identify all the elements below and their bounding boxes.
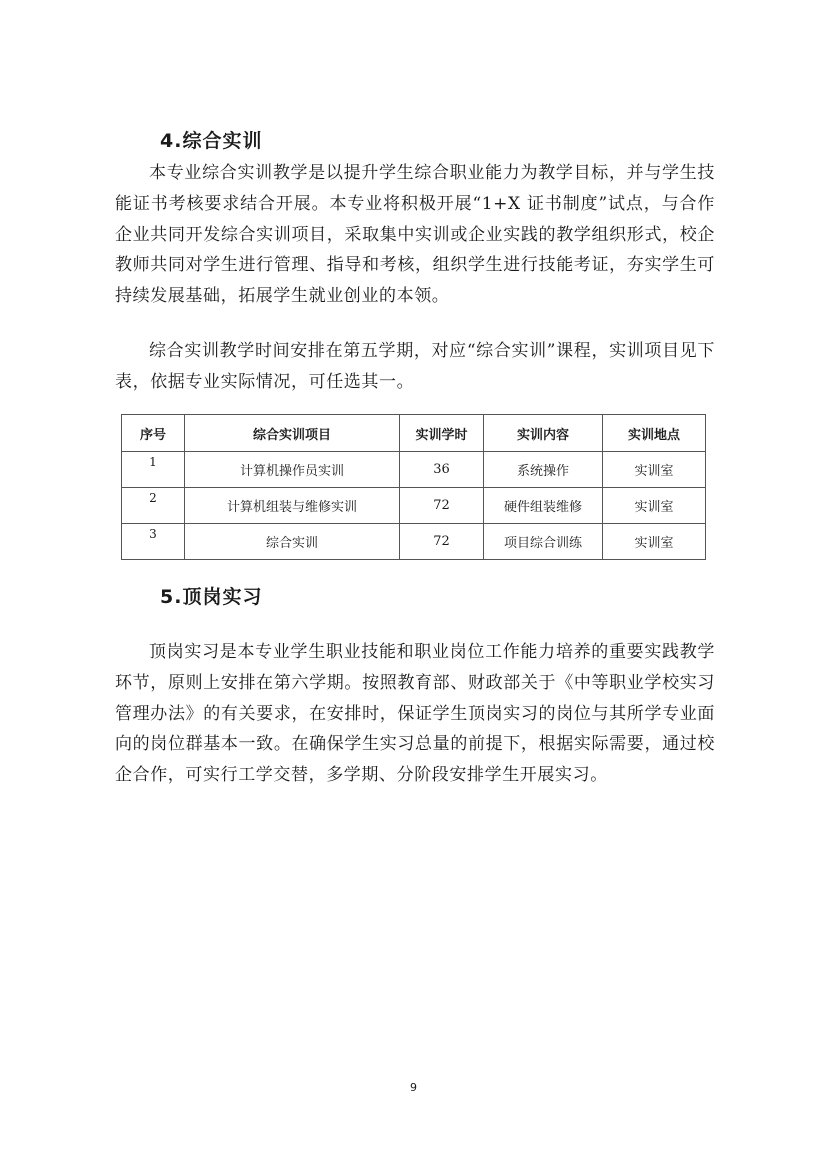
page-number: 9: [410, 1081, 417, 1094]
header-project: 综合实训项目: [185, 415, 400, 452]
cell-content: 硬件组装维修: [484, 488, 603, 524]
table-row: [122, 524, 706, 560]
header-content: 实训内容: [484, 415, 603, 452]
cell-hours: 36: [400, 452, 484, 488]
cell-project: 综合实训: [185, 524, 400, 560]
cell-project: 计算机操作员实训: [185, 452, 400, 488]
section-5-paragraph-1: 顶岗实习是本专业学生职业技能和职业岗位工作能力培养的重要实践教学环节，原则上安排在第六学期。按照教育部、财政部关于《中等职业学校实习管理办法》的有关要求，在安排时，保证学生顶岗实习的岗位与其所学专业面向的岗位群基本一致。在确保学生实习总量的前提下，根据实际需要，通过校企合作，可实行工学交替，多学期、分阶段安排学生开展实习。: [115, 642, 715, 786]
cell-index: 2: [122, 488, 185, 524]
cell-content: 系统操作: [484, 452, 603, 488]
table-row: [122, 488, 706, 524]
cell-index: 1: [122, 452, 185, 488]
training-table: [121, 414, 706, 560]
table-row: [122, 452, 706, 488]
section-4-title: 4.综合实训: [160, 130, 263, 152]
header-hours: 实训学时: [400, 415, 484, 452]
header-location: 实训地点: [603, 415, 706, 452]
cell-location: 实训室: [603, 524, 706, 560]
cell-hours: 72: [400, 524, 484, 560]
cell-index: 3: [122, 524, 185, 560]
section-5-title: 5.顶岗实习: [160, 586, 263, 608]
section-4-paragraph-1: 本专业综合实训教学是以提升学生综合职业能力为教学目标，并与学生技能证书考核要求结合开展。本专业将积极开展“1+X 证书制度”试点，与合作企业共同开发综合实训项目，采取集中实训或企业实践的教学组织形式，校企教师共同对学生进行管理、指导和考核，组织学生进行技能考证，夯实学生可持续发展基础，拓展学生就业创业的本领。: [115, 163, 715, 307]
table-header-row: [122, 415, 706, 452]
cell-project: 计算机组装与维修实训: [185, 488, 400, 524]
cell-content: 项目综合训练: [484, 524, 603, 560]
cell-location: 实训室: [603, 452, 706, 488]
section-4-paragraph-2: 综合实训教学时间安排在第五学期，对应“综合实训”课程，实训项目见下表，依据专业实际情况，可任选其一。: [115, 341, 715, 392]
cell-location: 实训室: [603, 488, 706, 524]
cell-hours: 72: [400, 488, 484, 524]
header-index: 序号: [122, 415, 185, 452]
